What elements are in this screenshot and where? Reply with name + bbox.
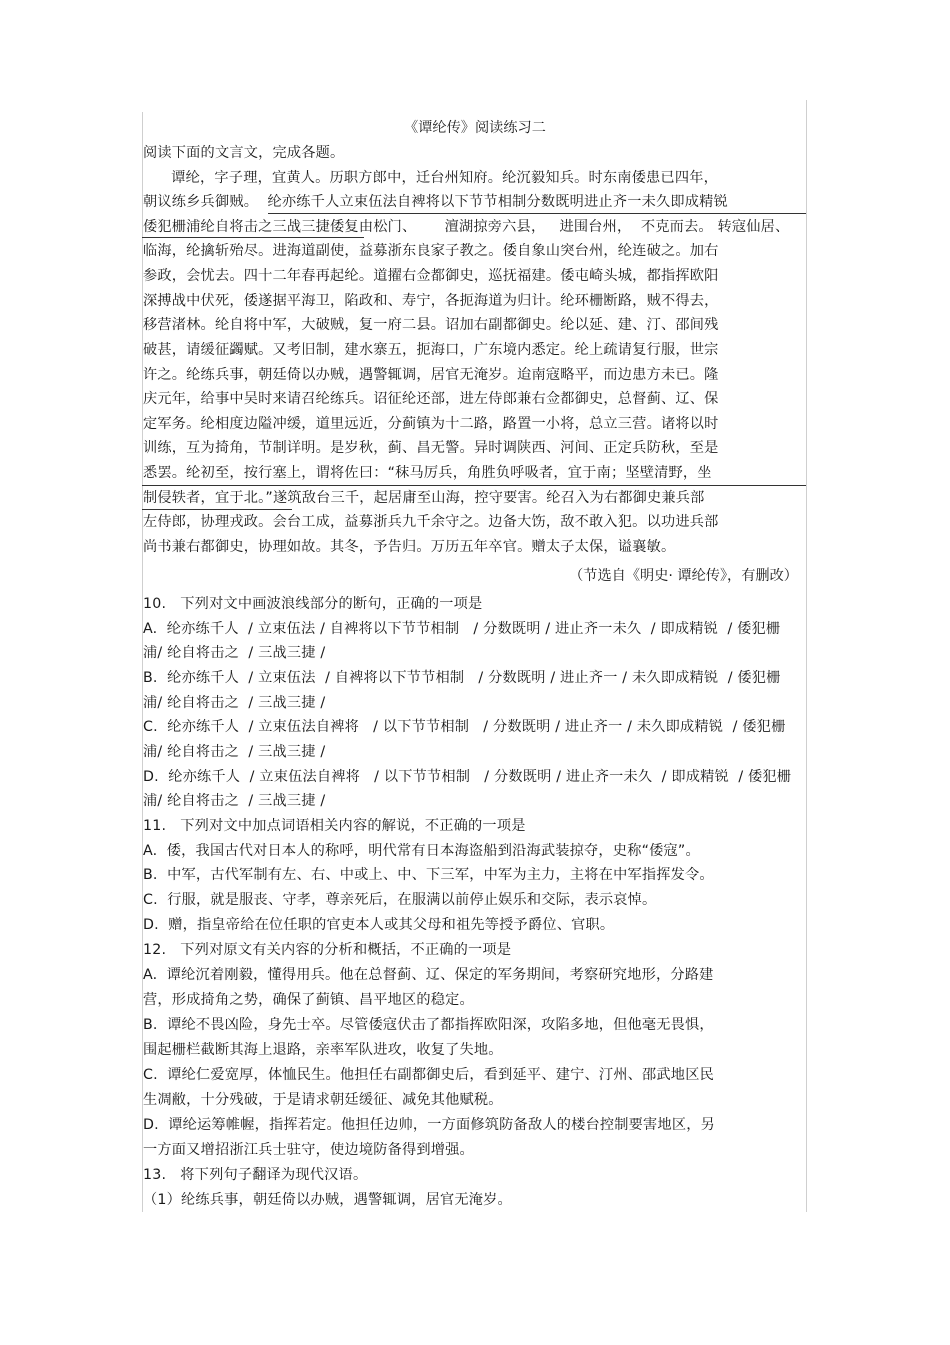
question-line: B. 谭纶不畏凶险，身先士卒。尽管倭寇伏击了都指挥欧阳深，攻陷多地，但他毫无畏惧，	[143, 1017, 714, 1033]
question-line: 10. 下列对文中画波浪线部分的断句，正确的一项是	[143, 596, 483, 612]
passage-line: 庆元年，给事中吴时来请召纶练兵。诏征纶还部，进左侍郎兼右佥都御史，总督蓟、辽、保	[143, 391, 719, 407]
underline-mark	[142, 509, 292, 510]
passage-line: 定军务。纶相度边隘冲缓，道里远近，分蓟镇为十二路，路置一小将，总立三营。诸将以时	[143, 416, 719, 432]
passage-line: 悉罢。纶初至，按行塞上，谓将佐曰：“秣马厉兵，角胜负呼吸者，宜于南；坚壁清野，坐	[143, 465, 712, 481]
question-line: 营，形成掎角之势，确保了蓟镇、昌平地区的稳定。	[143, 992, 474, 1008]
passage-line: 移营渚林。纶自将中军，大破贼，复一府二县。诏加右副都御史。纶以延、建、汀、邵间残	[143, 317, 719, 333]
passage-line: 制侵轶者，宜于北。”遂筑敌台三千，起居庸至山海，控守要害。纶召入为右都御史兼兵部	[143, 490, 705, 506]
question-line: 12. 下列对原文有关内容的分析和概括，不正确的一项是	[143, 942, 512, 958]
underline-mark	[142, 237, 364, 238]
question-line: 13. 将下列句子翻译为现代汉语。	[143, 1167, 368, 1183]
passage-line: 深搏战中伏死，倭遂据平海卫，陷政和、寿宁，各扼海道为归计。纶环栅断路，贼不得去，	[143, 293, 719, 309]
question-line: B. 中军，古代军制有左、右、中或上、中、下三军，中军为主力，主将在中军指挥发令。	[143, 867, 714, 883]
question-line: A. 纶亦练千人 / 立束伍法 / 自裨将以下节节相制 / 分数既明 / 进止齐一未久 / 即成精锐 / 倭犯栅	[143, 621, 781, 637]
question-line: C. 纶亦练千人 / 立束伍法自裨将 / 以下节节相制 / 分数既明 / 进止齐一 / 未久即成精锐 / 倭犯栅	[143, 719, 786, 735]
question-line: C. 行服，就是服丧、守孝，尊亲死后，在服满以前停止娱乐和交际，表示哀悼。	[143, 892, 657, 908]
question-line: D. 赠，指皇帝给在位任职的官吏本人或其父母和祖先等授予爵位、官职。	[143, 917, 615, 933]
passage-line: 训练，互为掎角，节制详明。是岁秋，蓟、昌无警。异时调陕西、河间、正定兵防秋，至是	[143, 440, 719, 456]
right-margin-line	[806, 100, 807, 1212]
question-line: 浦/ 纶自将击之 / 三战三捷 /	[143, 645, 326, 661]
instruction-text: 阅读下面的文言文，完成各题。	[143, 145, 345, 161]
passage-line: 倭犯栅浦纶自将击之三战三捷倭复由松门、 澶湖掠旁六县， 进围台州， 不克而去。 转寇仙居、	[143, 219, 790, 235]
question-line: （1）纶练兵事，朝廷倚以办贼，遇警辄调，居官无淹岁。	[143, 1192, 512, 1208]
passage-line: 左侍郎，协理戎政。会台工成，益募浙兵九千余守之。边备大饬，敌不敢入犯。以功进兵部	[143, 514, 719, 530]
question-line: 生凋敝，十分残破，于是请求朝廷缓征、减免其他赋税。	[143, 1092, 503, 1108]
document-title: 《谭纶传》阅读练习二	[404, 120, 546, 136]
source-citation: （节选自《明史· 谭纶传》，有删改）	[569, 568, 798, 584]
question-line: 11. 下列对文中加点词语相关内容的解说，不正确的一项是	[143, 818, 526, 834]
underline-mark	[268, 213, 806, 214]
question-line: 浦/ 纶自将击之 / 三战三捷 /	[143, 744, 326, 760]
question-line: 围起栅栏截断其海上退路，亲率军队进攻，收复了失地。	[143, 1042, 503, 1058]
question-line: A. 谭纶沉着刚毅，懂得用兵。他在总督蓟、辽、保定的军务期间，考察研究地形，分路建	[143, 967, 714, 983]
question-line: A. 倭，我国古代对日本人的称呼，明代常有日本海盗船到沿海武装掠夺，史称“倭寇”。	[143, 843, 700, 859]
passage-line: 临海，纶擒斩殆尽。进海道副使，益募浙东良家子教之。倭自象山突台州，纶连破之。加右	[143, 243, 719, 259]
passage-line: 许之。纶练兵事，朝廷倚以办贼，遇警辄调，居官无淹岁。迨南寇略平，而边患方未已。隆	[143, 367, 719, 383]
question-line: 浦/ 纶自将击之 / 三战三捷 /	[143, 695, 326, 711]
passage-line: 尚书兼右都御史，协理如故。其冬，予告归。万历五年卒官。赠太子太保，谥襄敏。	[143, 539, 676, 555]
question-line: C. 谭纶仁爱宽厚，体恤民生。他担任右副都御史后，看到延平、建宁、汀州、邵武地区民	[143, 1067, 714, 1083]
passage-line: 破甚，请缓征蠲赋。又考旧制，建水寨五，扼海口，广东境内悉定。纶上疏请复行服，世宗	[143, 342, 719, 358]
passage-line: 谭纶，字子理，宜黄人。历职方郎中，迁台州知府。纶沉毅知兵。时东南倭患已四年，	[143, 170, 718, 186]
passage-line: 朝议练乡兵御贼。 纶亦练千人立束伍法自裨将以下节节相制分数既明进止齐一未久即成精锐	[143, 194, 728, 210]
question-line: D. 谭纶运筹帷幄，指挥若定。他担任边帅，一方面修筑防备敌人的楼台控制要害地区，另	[143, 1117, 715, 1133]
question-line: 浦/ 纶自将击之 / 三战三捷 /	[143, 793, 326, 809]
question-line: B. 纶亦练千人 / 立束伍法 / 自裨将以下节节相制 / 分数既明 / 进止齐一 / 未久即成精锐 / 倭犯栅	[143, 670, 781, 686]
underline-mark	[142, 485, 806, 486]
question-line: 一方面又增招浙江兵士驻守，使边境防备得到增强。	[143, 1142, 474, 1158]
question-line: D. 纶亦练千人 / 立束伍法自裨将 / 以下节节相制 / 分数既明 / 进止齐一未久 / 即成精锐 / 倭犯栅	[143, 769, 792, 785]
passage-line: 参政，会忧去。四十二年春再起纶。道擢右佥都御史，巡抚福建。倭屯崎头城，都指挥欧阳	[143, 268, 719, 284]
